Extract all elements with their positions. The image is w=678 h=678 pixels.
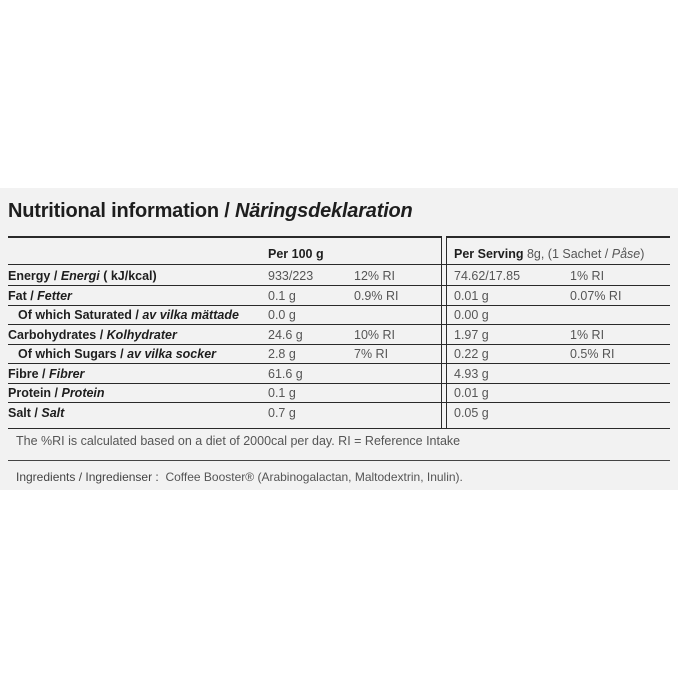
table-top-rule-left <box>8 236 441 238</box>
nutrient-unit: ( kJ/kcal) <box>99 269 157 283</box>
value-per-serving: 0.01 g <box>454 289 489 303</box>
nutrient-name-en: Of which Sugars <box>18 347 117 361</box>
nutrient-name-sv: Fibrer <box>48 367 85 381</box>
ri-per-serving: 1% RI <box>570 328 605 342</box>
value-per-serving: 0.22 g <box>454 347 489 361</box>
table-top-rule-right <box>446 236 670 238</box>
nutrient-name-sep: / <box>30 406 42 420</box>
ri-per-100g: 10% RI <box>354 328 395 342</box>
label-title <box>8 200 413 223</box>
row-rule <box>8 363 670 364</box>
nutrient-name-sep: / <box>96 328 107 342</box>
table-bottom-rule <box>8 428 670 429</box>
ri-per-serving: 1% RI <box>570 269 605 283</box>
header-serving-swedish: Påse <box>611 247 641 261</box>
nutrient-name-sep: / <box>131 308 143 322</box>
nutrient-name-en: Fat <box>8 289 27 303</box>
value-per-serving: 1.97 g <box>454 328 489 342</box>
header-serving-size: 8g, (1 Sachet / <box>523 247 612 261</box>
value-per-serving: 0.01 g <box>454 386 489 400</box>
title-swedish: Näringsdeklaration <box>235 200 413 222</box>
value-per-100g: 0.1 g <box>268 386 296 400</box>
row-rule <box>8 305 670 306</box>
nutrient-name <box>8 387 105 400</box>
value-per-serving: 0.05 g <box>454 406 489 420</box>
nutrient-name <box>8 407 64 420</box>
header-per-serving-label: Per Serving <box>454 247 524 261</box>
nutrient-name-sv: av vilka socker <box>127 347 217 361</box>
nutrient-name-sv: Fetter <box>37 289 72 303</box>
header-serving-close: ) <box>640 247 645 261</box>
header-per-100g: Per 100 g <box>268 247 324 261</box>
nutrient-name-sep: / <box>116 347 128 361</box>
nutrient-name-sv: Energi <box>60 269 100 283</box>
row-rule <box>8 285 670 286</box>
ri-per-serving: 0.5% RI <box>570 347 615 361</box>
nutrient-name-en: Of which Saturated <box>18 308 132 322</box>
row-rule <box>8 264 670 265</box>
nutrient-name-sv: Kolhydrater <box>106 328 177 342</box>
nutrient-name-sep: / <box>38 367 49 381</box>
value-per-100g: 61.6 g <box>268 367 303 381</box>
title-separator: / <box>218 200 236 222</box>
value-per-100g: 0.7 g <box>268 406 296 420</box>
ri-per-100g: 12% RI <box>354 269 395 283</box>
nutrient-name-en: Fibre <box>8 367 39 381</box>
row-rule <box>8 383 670 384</box>
nutrient-name <box>18 309 239 322</box>
nutrient-name-en: Carbohydrates <box>8 328 97 342</box>
row-rule <box>8 402 670 403</box>
ingredients-text: Coffee Booster® (Arabinogalactan, Maltodextrin, Inulin). <box>165 470 463 484</box>
nutrient-name-sv: Protein <box>61 386 105 400</box>
ri-per-100g: 7% RI <box>354 347 389 361</box>
nutrient-name-sep: / <box>26 289 38 303</box>
value-per-100g: 0.0 g <box>268 308 296 322</box>
nutrient-name <box>8 270 157 283</box>
nutrient-name-sv: av vilka mättade <box>142 308 239 322</box>
ri-per-100g: 0.9% RI <box>354 289 399 303</box>
ingredients-label: Ingredients / Ingredienser : <box>16 470 159 484</box>
ingredients-line <box>16 470 463 484</box>
nutrient-name-en: Salt <box>8 406 31 420</box>
value-per-serving: 74.62/17.85 <box>454 269 521 283</box>
row-rule <box>8 324 670 325</box>
nutrient-name-sv: Salt <box>41 406 65 420</box>
nutrient-name-en: Energy <box>8 269 51 283</box>
nutrient-name-en: Protein <box>8 386 52 400</box>
value-per-100g: 933/223 <box>268 269 314 283</box>
ri-footnote: The %RI is calculated based on a diet of 2000cal per day. RI = Reference Intake <box>16 434 461 448</box>
nutrient-name-sep: / <box>51 386 62 400</box>
nutrient-name <box>8 368 84 381</box>
value-per-100g: 24.6 g <box>268 328 303 342</box>
value-per-serving: 4.93 g <box>454 367 489 381</box>
row-rule <box>8 344 670 345</box>
ingredients-rule <box>8 460 670 461</box>
ri-per-serving: 0.07% RI <box>570 289 622 303</box>
title-english: Nutritional information <box>8 200 219 222</box>
value-per-100g: 0.1 g <box>268 289 296 303</box>
nutrient-name <box>8 329 177 342</box>
value-per-serving: 0.00 g <box>454 308 489 322</box>
nutrient-name <box>18 348 216 361</box>
value-per-100g: 2.8 g <box>268 347 296 361</box>
header-per-serving <box>454 248 644 261</box>
nutrient-name <box>8 290 72 303</box>
nutrient-name-sep: / <box>50 269 61 283</box>
